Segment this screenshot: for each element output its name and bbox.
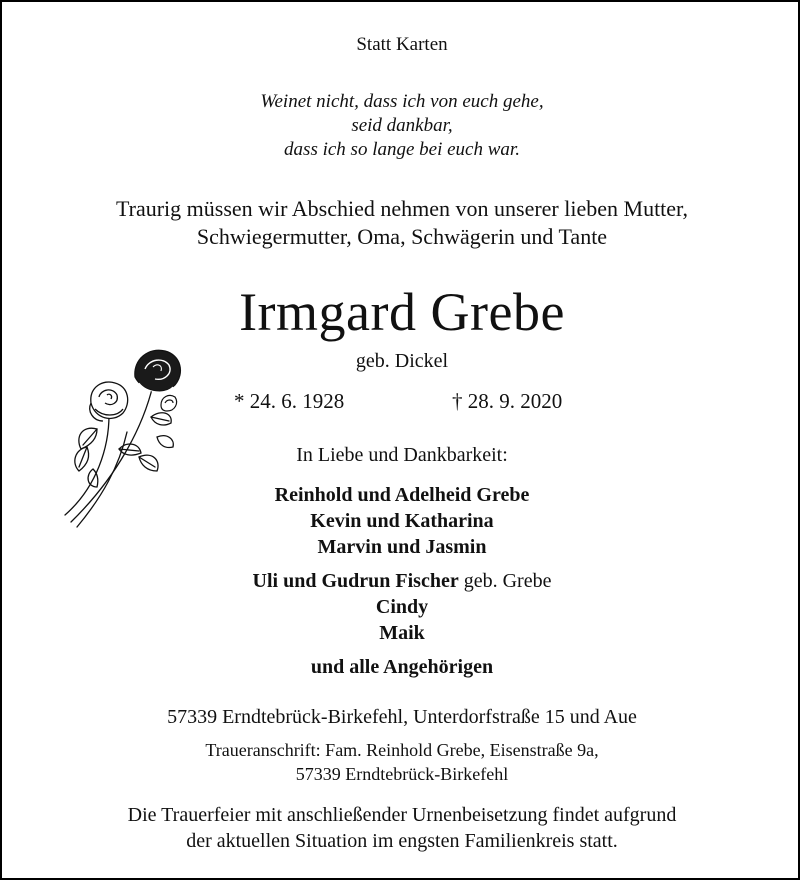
poem-line: seid dankbar, bbox=[351, 115, 453, 136]
family-member-line bbox=[2, 568, 800, 594]
funeral-note-line: Die Trauerfeier mit anschließender Urnenbeisetzung findet aufgrund bbox=[127, 804, 677, 826]
rose-bloom-upper bbox=[135, 350, 181, 392]
mourning-address-line: 57339 Erndtebrück-Birkefehl bbox=[295, 764, 509, 784]
poem bbox=[2, 90, 800, 162]
poem-line: Weinet nicht, dass ich von euch gehe, bbox=[260, 91, 544, 112]
family-parents: Uli und Gudrun Fischer bbox=[252, 570, 459, 592]
rose-bloom-lower bbox=[90, 382, 128, 421]
intro-line: Schwiegermutter, Oma, Schwägerin und Tante bbox=[196, 224, 608, 249]
mourning-address bbox=[2, 738, 800, 786]
maiden-name: geb. Dickel bbox=[355, 350, 449, 372]
family-member-line: Kevin und Katharina bbox=[310, 510, 494, 532]
mourners-intro: In Liebe und Dankbarkeit: bbox=[296, 444, 508, 466]
death-date: † 28. 9. 2020 bbox=[452, 389, 563, 413]
poem-line: dass ich so lange bei euch war. bbox=[284, 139, 520, 160]
intro-text bbox=[2, 195, 800, 251]
family-member-line: Cindy bbox=[375, 596, 429, 618]
family-group-grebe bbox=[2, 482, 800, 560]
family-member-line: Maik bbox=[379, 622, 425, 644]
all-relatives: und alle Angehörigen bbox=[310, 656, 494, 678]
family-address: 57339 Erndtebrück-Birkefehl, Unterdorfstraße 15 und Aue bbox=[167, 706, 637, 728]
funeral-note-line: der aktuellen Situation im engsten Familienkreis statt. bbox=[186, 830, 618, 852]
rose-bud bbox=[161, 395, 177, 411]
intro-line: Traurig müssen wir Abschied nehmen von unserer lieben Mutter, bbox=[115, 196, 689, 221]
family-group-fischer bbox=[2, 568, 800, 646]
mourning-address-line: Traueranschrift: Fam. Reinhold Grebe, Eisenstraße 9a, bbox=[205, 740, 599, 760]
family-member-line: Marvin und Jasmin bbox=[317, 536, 487, 558]
family-parents-maiden: geb. Grebe bbox=[458, 570, 552, 592]
header-statt-karten: Statt Karten bbox=[356, 34, 448, 55]
funeral-note bbox=[2, 802, 800, 854]
deceased-name: Irmgard Grebe bbox=[239, 282, 565, 342]
family-member-line: Reinhold und Adelheid Grebe bbox=[274, 484, 530, 506]
birth-date: * 24. 6. 1928 bbox=[234, 389, 345, 413]
